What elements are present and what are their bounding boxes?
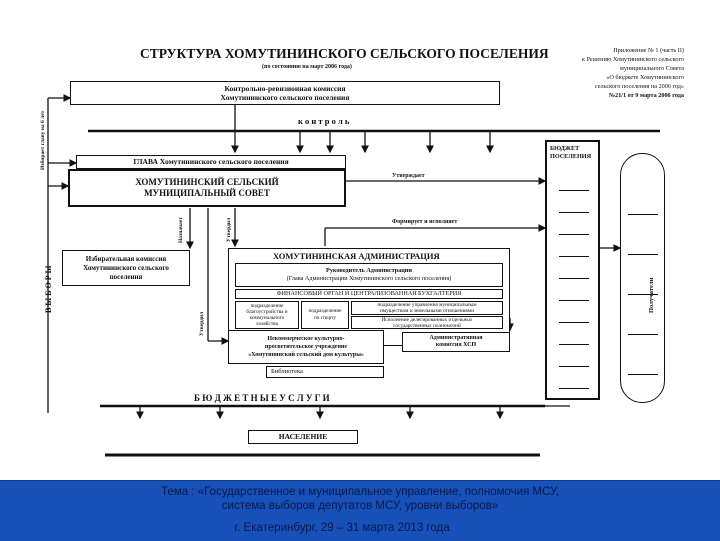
recipient-item (628, 214, 658, 215)
top-strip (0, 0, 720, 18)
control-label: к о н т р о л ь (298, 116, 350, 126)
admin-title: ХОМУТИНИНСКАЯ АДМИНИСТРАЦИЯ (273, 251, 440, 261)
commission-line: поселения (109, 272, 143, 281)
admin-head-box (235, 263, 503, 287)
budget-item (559, 212, 589, 213)
budget-item (559, 344, 589, 345)
admin-head-line: Руководитель Администрации (326, 267, 412, 274)
budget-item (559, 256, 589, 257)
council-line: ХОМУТИНИНСКИЙ СЕЛЬСКИЙ (135, 177, 279, 187)
budget-item (559, 322, 589, 323)
unit-delegated-box (351, 316, 503, 329)
audit-line: Контрольно-ревизионная комиссия (224, 84, 346, 93)
approves-label: Утверждает (392, 173, 425, 179)
document-page (0, 18, 720, 480)
unit-line: по спорту (313, 315, 337, 321)
budget-item (559, 388, 589, 389)
unit-line: хозяйства (256, 321, 278, 327)
appendix-line: «О бюджете Хомутининского (606, 74, 684, 81)
budget-line: ПОСЕЛЕНИЯ (550, 153, 592, 160)
recipient-item (628, 254, 658, 255)
population-box: НАСЕЛЕНИЕ (248, 430, 358, 444)
footer-topic-line1: Тема : «Государственное и муниципальное управление, полномочия МСУ, (161, 486, 559, 498)
forms-label: Формирует и исполняет (392, 219, 458, 225)
budget-item (559, 366, 589, 367)
unit-line: подразделение (250, 303, 284, 309)
audit-commission-box (70, 81, 500, 105)
culture-box (228, 330, 384, 364)
unit-line: подразделение управления муниципальным (377, 302, 477, 308)
budget-item (559, 234, 589, 235)
recipient-item (628, 374, 658, 375)
appendix-line: к Решению Хомутининского сельского (581, 56, 684, 63)
budget-item (559, 190, 589, 191)
elects-label: Избирает главу на 6 лет (40, 110, 46, 170)
unit-line: подразделение (308, 308, 342, 314)
culture-line: «Хомутининский сельский дом культуры» (248, 352, 364, 358)
unit-line: Исполнение делегированных отдельных (381, 316, 473, 323)
culture-line: просветительское учреждение (264, 344, 348, 350)
recipient-item (628, 334, 658, 335)
footer-banner (0, 480, 720, 541)
appendix-line: сельского поселения на 2006 год» (594, 83, 684, 90)
budget-label (550, 145, 591, 161)
budget-item (559, 300, 589, 301)
council-box (68, 169, 346, 207)
appoints-label: Назначает (178, 217, 184, 243)
commission-line: Хомутининского сельского (83, 263, 169, 272)
admin-commission-line: Административная (429, 335, 483, 341)
budget-services-label: Б Ю Д Ж Е Т Н Ы Е У С Л У Г И (194, 393, 330, 403)
unit-line: благоустройства и (246, 309, 288, 315)
admin-commission-line: комиссия ХСП (435, 342, 477, 348)
unit-property-box (351, 301, 503, 315)
unit-improvement-box (235, 301, 299, 329)
commission-line: Избирательная комиссия (85, 254, 167, 263)
footer-topic-line2: система выборов депутатов МСУ, уровни выборов» (221, 500, 499, 512)
recipients-oval (620, 153, 665, 403)
election-commission-box (62, 250, 190, 286)
audit-line: Хомутининского сельского поселения (220, 93, 350, 102)
budget-item (559, 278, 589, 279)
unit-line: государственных полномочий (393, 322, 461, 329)
diagram-title: СТРУКТУРА ХОМУТИНИНСКОГО СЕЛЬСКОГО ПОСЕЛЕНИЯ (140, 46, 549, 61)
unit-line: имуществом и земельными отношениями (379, 308, 475, 314)
approves-culture-label: Утвердил (199, 311, 205, 336)
elections-label: В Ы Б О Р Ы (44, 265, 53, 313)
appendix-line: №21/1 от 9 марта 2006 года (608, 92, 684, 99)
unit-sport-box (301, 301, 349, 329)
recipients-label: Получатели (648, 277, 655, 313)
appendix-line: муниципального Совета (619, 65, 684, 72)
council-line: МУНИЦИПАЛЬНЫЙ СОВЕТ (144, 188, 270, 198)
budget-line: БЮДЖЕТ (550, 145, 580, 152)
head-box: ГЛАВА Хомутининского сельского поселения (76, 155, 346, 169)
budget-box (545, 140, 600, 400)
diagram-subtitle: (по состоянию на март 2006 года) (262, 64, 352, 70)
approves-admin-label: Утвердил (226, 217, 232, 242)
appendix-line: Приложение № 1 (часть II) (613, 47, 684, 54)
appendix-note (582, 46, 684, 100)
footer-place-date: г. Екатеринбург, 29 – 31 марта 2013 года (234, 522, 450, 534)
admin-head-line: (Глава Администрации Хомутининского сельского поселения) (286, 275, 452, 282)
unit-line: коммунального (249, 315, 285, 321)
admin-commission-box (402, 332, 510, 352)
culture-line: Некоммерческое культурно- (267, 336, 345, 342)
library-box: Библиотека (266, 366, 384, 378)
finance-box: ФИНАНСОВЫЙ ОРГАН И ЦЕНТРАЛИЗОВАННАЯ БУХГАЛТЕРИЯ (235, 289, 503, 299)
